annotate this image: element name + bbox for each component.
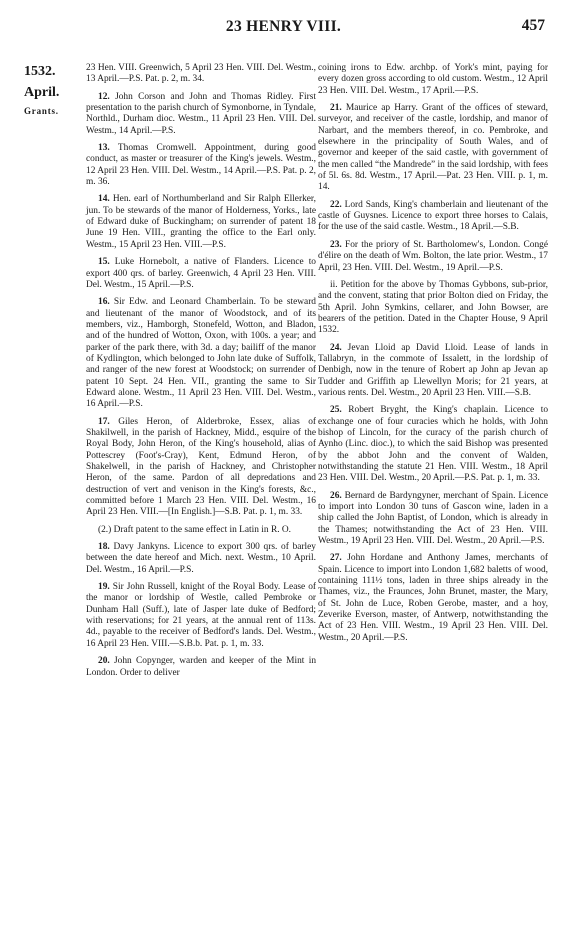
entry-text: Lord Sands, King's chamberlain and lieutenant of the castle of Guysnes. Licence to export three horses to Calais, for the use of the said castle. Westm., 18 April.—S.B.	[318, 199, 548, 233]
entry-number: 12.	[98, 91, 110, 102]
entry-text: coining irons to Edw. archbp. of York's mint, paying for every dozen gross according to old custom. Westm., 12 April 23 Hen. VIII. Del. Westm., 17 April.—P.S.	[318, 63, 548, 96]
entry-number: 25.	[330, 405, 342, 416]
entry-text: ii. Petition for the above by Thomas Gybbons, sub-prior, and the convent, stating that prior Bolton died on Friday, the 5th April. John Symkins, cellarer, and John Bowser, are bearers of the petition. Dated in the Chapter House, 9 April 1532.	[318, 279, 548, 336]
entry-number: 22.	[330, 199, 342, 210]
entry-text: Luke Hornebolt, a native of Flanders. Licence to export 400 qrs. of barley. Greenwich, 4 April 23 Hen. VIII. Del. Westm., 15 April.—P.S.	[86, 257, 316, 290]
calendar-entry	[86, 92, 316, 137]
calendar-entry	[86, 542, 316, 576]
margin-section: Grants.	[24, 106, 59, 116]
entry-number: 26.	[330, 490, 342, 501]
entry-text: (2.) Draft patent to the same effect in Latin in R. O.	[98, 524, 291, 535]
calendar-entry	[318, 491, 548, 548]
calendar-entry	[86, 143, 316, 188]
entry-text: For the priory of St. Bartholomew's, London. Congé d'élire on the death of Wm. Bolton, the late prior. Westm., 17 April, 23 Hen. VIII. Del. Westm., 19 April.—P.S.	[318, 239, 548, 273]
entry-text: Sir John Russell, knight of the Royal Body. Lease of the manor or lordship of Westle, called Pembroke or Dunham Hall (Suff.), late of Jasper late duke of Bedford; with reservations; for 21 years, at the annual rent of 113s. 4d., payable to the receiver of Bedford's lands. Del. Westm., 16 April 23 Hen. VIII.—S.B.b. Pat. p. 1, m. 33.	[86, 582, 317, 649]
calendar-entry	[318, 553, 548, 644]
entry-text: John Copynger, warden and keeper of the Mint in London. Order to deliver	[86, 656, 317, 678]
entry-number: 20.	[98, 656, 110, 667]
entry-number: 27.	[330, 553, 342, 564]
entry-text: Giles Heron, of Alderbroke, Essex, alias of Shakilwell, in the parish of Hackney, Midd., esquire of the Royal Body, John Heron, of the King's household, alias of Pottescrey (Foot's-Cray), Kent, Edmund Heron, of Shakelwell, in the parish of Hackney, and Christopher Heron, of the same. Pardon of all depredations and destruction of vert and venison in the King's forests, &c., committed before 1 March 23 Hen. VIII. Del. Westm., 16 April 23 Hen. VIII.—[In English.]—S.B. Pat. p. 1, m. 33.	[86, 416, 317, 518]
calendar-entry	[318, 103, 548, 194]
calendar-entry	[86, 257, 316, 291]
calendar-entry	[86, 417, 316, 519]
entry-text: Thomas Cromwell. Appointment, during good conduct, as master or treasurer of the King's jewels. Westm., 12 April 23 Hen. VIII. Del. Westm., 14 April.—P.S. Pat. p. 2, m. 36.	[86, 143, 316, 188]
entry-number: 19.	[98, 582, 110, 593]
page-number: 457	[521, 17, 545, 34]
entry-number: 21.	[330, 103, 342, 114]
calendar-entry	[318, 343, 548, 400]
entry-number: 17.	[98, 416, 110, 427]
calendar-entry	[318, 200, 548, 234]
margin-month: April.	[24, 85, 60, 100]
margin-year: 1532.	[24, 64, 56, 79]
calendar-entry	[318, 280, 548, 337]
entry-text: Bernard de Bardyngyner, merchant of Spain. Licence to import into London 30 tuns of Gascon wine, laden in a ship called the John Baptist, of London, which is already in the Thames; notwithstanding the Act of 23 Hen. VIII. Westm., 19 April 23 Hen. VIII. Del. Westm., 20 April.—P.S.	[318, 490, 548, 547]
calendar-entry	[318, 240, 548, 274]
entry-number: 23.	[330, 239, 342, 250]
entry-text: John Hordane and Anthony James, merchants of Spain. Licence to import into London 1,682 baletts of wood, containing 111½ tons, laden in three ships already in the Thames, viz., the Fraunces, John Brunet, master, the Mary, of St. John de Luce, Roben Gerobe, master, and a hoy, Zeverike Everson, master, of Antwerp, notwithstanding the Act of 23 Hen. VIII. Westm., 19 April 23 Hen. VIII. Del. Westm., 20 April.—P.S.	[318, 553, 548, 643]
entry-text: Sir Edw. and Leonard Chamberlain. To be steward and lieutenant of the manor of Woodstock, and of its members, viz., Hamborgh, Stonefeld, Wotton, and Bladon, and of the hundred of Wotton, Oxon, with 100s. a year; and parker of the park there, with 3d. a day; bailiff of the manor of Kydlington, which belonged to John late duke of Suffolk, and ranger of the new forest at Woodstock; on surrender of patent 10 Sept. 24 Hen. VII., granting the same to Sir Edward alone. Westm., 11 April 23 Hen. VIII. Del. Westm., 16 April.—P.S.	[86, 297, 316, 410]
entry-number: 16.	[98, 297, 110, 308]
running-title: 23 HENRY VIII.	[225, 18, 342, 35]
entry-text: 23 Hen. VIII. Greenwich, 5 April 23 Hen. VIII. Del. Westm., 13 April.—P.S. Pat. p. 2, m. 34.	[86, 63, 316, 85]
right-column	[318, 63, 548, 650]
entry-number: 15.	[98, 257, 110, 268]
calendar-entry	[86, 525, 316, 536]
page-header	[0, 0, 567, 40]
margin-notes	[24, 64, 84, 116]
calendar-entry	[318, 405, 548, 484]
entry-text: Maurice ap Harry. Grant of the offices of steward, surveyor, and receiver of the castle, lordship, and manor of Narbart, and the members thereof, in co. Pembroke, and elsewhere in the principality of South Wales, and of governor and keeper of the said castle, with government of the men called “the Mandrede” in the said lordship, with fees of 5l. 6s. 8d. Westm., 17 April.—Pat. 23 Hen. VIII. p. 1, m. 14.	[318, 103, 549, 193]
entry-number: 14.	[98, 194, 110, 205]
entry-text: Davy Jankyns. Licence to export 300 qrs. of barley between the date hereof and Mich. next. Westm., 10 April. Del. Westm., 16 April.—P.S.	[86, 542, 316, 575]
entry-number: 13.	[98, 143, 110, 154]
calendar-entry	[86, 656, 316, 679]
entry-text: Robert Bryght, the King's chaplain. Licence to exchange one of four curacies which he holds, with John bishop of Lincoln, for the curacy of the parish church of Aynho (Linc. dioc.), to which the said Bishop was presented by the abbot John and the convent of Walden, notwithstanding the statute 21 Hen. VIII. Westm., 18 April 23 Hen. VIII. Del. Westm., 20 April.—P.S. Pat. p. 1, m. 33.	[318, 405, 549, 484]
left-column	[86, 63, 316, 685]
entry-text: Jevan Lloid ap David Lloid. Lease of lands in Tallabryn, in the commote of Issalett, in the lordship of Denbigh, now in the tenure of Robert ap John ap Jevan ap Tudder and Griffith ap Llewellyn Moris; for 21 years, at various rents. Del. Westm., 20 April 23 Hen. VIII.—S.B.	[318, 342, 549, 398]
calendar-entry	[86, 582, 316, 650]
calendar-entry	[86, 63, 316, 86]
entry-text: Hen. earl of Northumberland and Sir Ralph Ellerker, jun. To be stewards of the manor of Holderness, Yorks., late of Edward duke of Buckingham; on surrender of patent 18 June 19 Hen. VIII., granting the office to the Earl only. Westm., 15 April 23 Hen. VIII.—P.S.	[86, 194, 317, 250]
calendar-entry	[86, 297, 316, 410]
calendar-entry	[86, 194, 316, 251]
entry-text: John Corson and John and Thomas Ridley. First presentation to the parish church of Symonborne, in Tyndale, Northld., Durham dioc. Westm., 11 April 23 Hen. VIII. Del. Westm., 14 April.—P.S.	[86, 91, 316, 136]
calendar-entry	[318, 63, 548, 97]
entry-number: 18.	[98, 542, 110, 553]
entry-number: 24.	[330, 342, 342, 353]
